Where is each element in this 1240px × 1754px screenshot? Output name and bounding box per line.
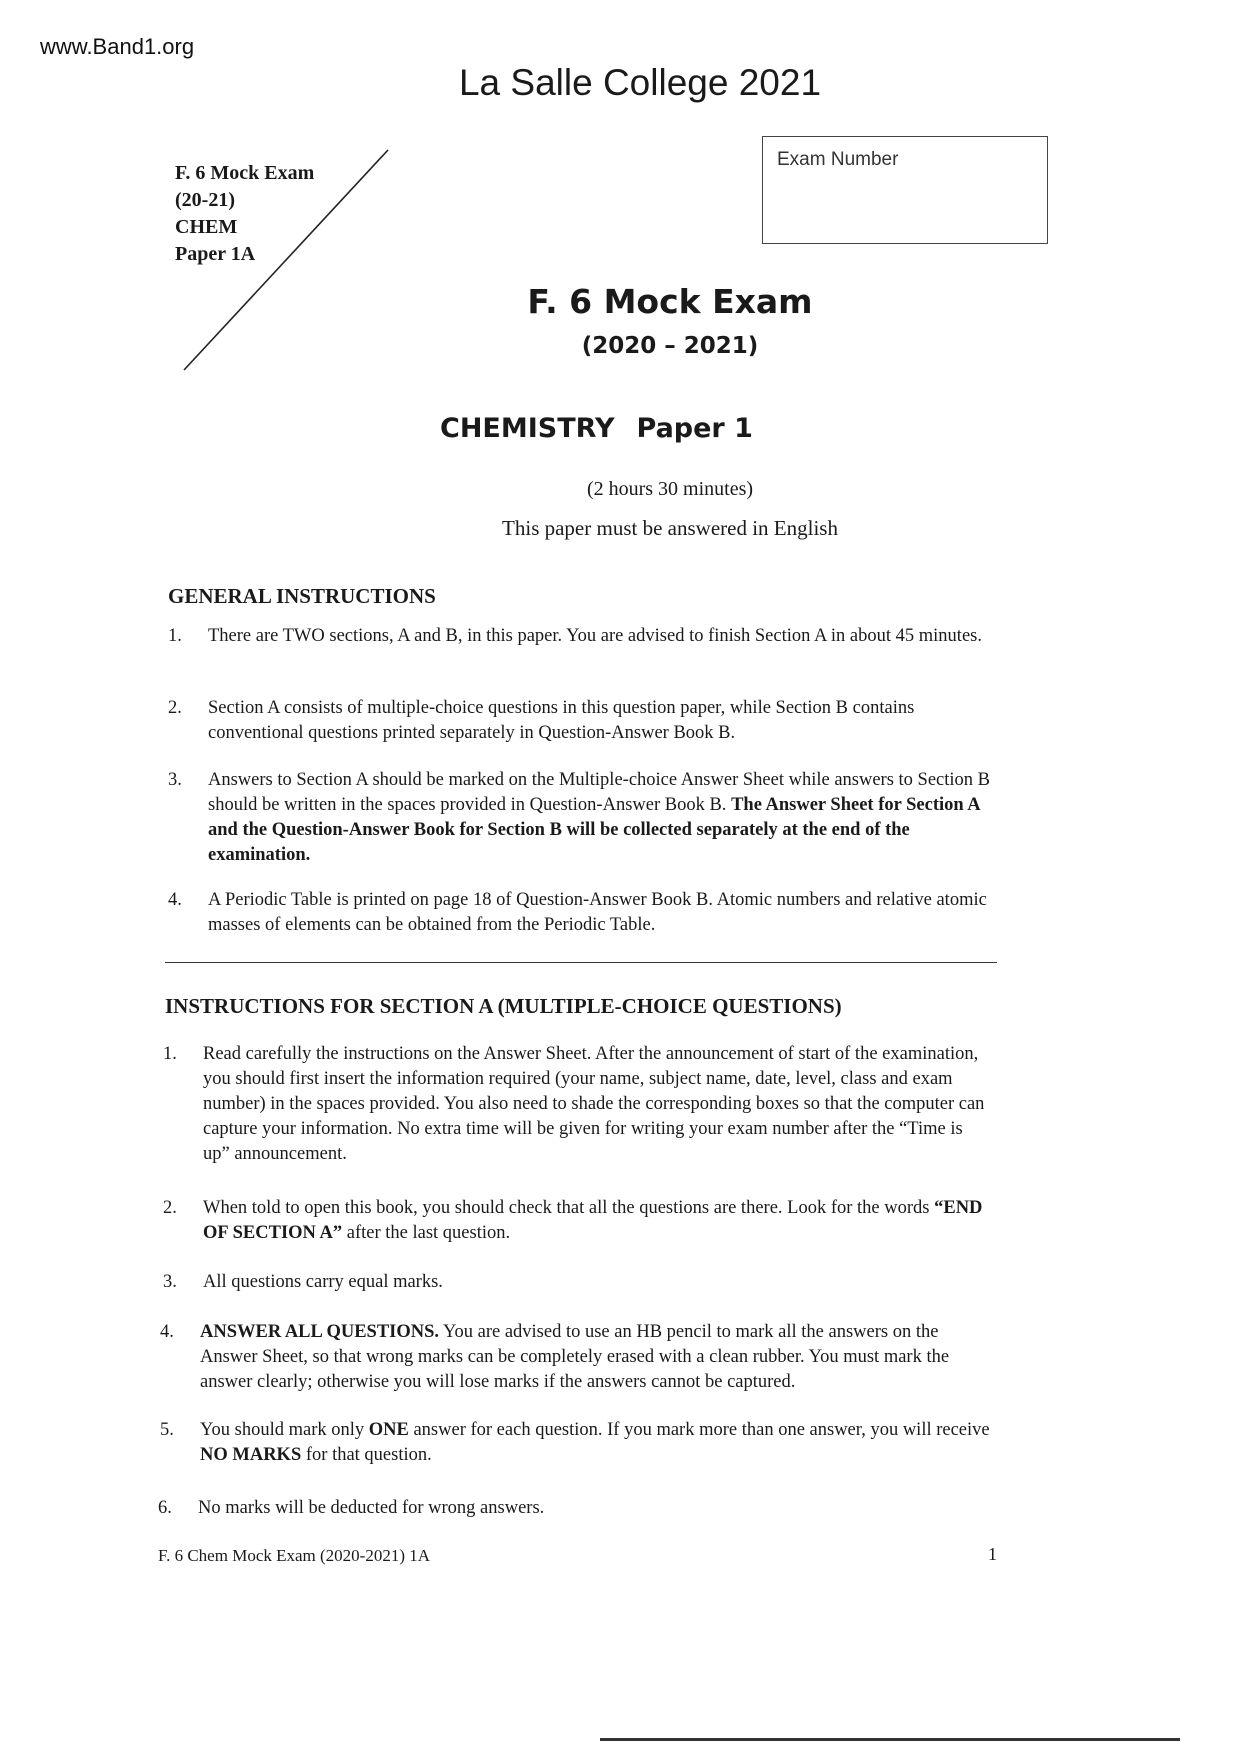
item-text: after the last question. (342, 1223, 511, 1243)
item-number: 2. (163, 1198, 177, 1218)
corner-label-line: F. 6 Mock Exam (175, 162, 315, 184)
exam-number-label: Exam Number (777, 149, 899, 170)
item-number: 4. (160, 1322, 174, 1342)
item-number: 6. (158, 1498, 172, 1518)
subject-name: CHEMISTRY (440, 413, 615, 444)
item-text: You are advised to use an HB pencil to mark all the answers on the Answer Sheet, so that wrong marks can be completely erased with a clean rubber. You must mark the answer clearly; otherwise you will lose marks if the answers cannot be captured. (200, 1322, 950, 1392)
item-text: You should mark only (200, 1420, 369, 1440)
exam-years: (2020 – 2021) (581, 333, 759, 359)
watermark-url: www.Band1.org (40, 34, 195, 59)
item-bold-text: The Answer Sheet for Section A and the Question-Answer Book for Section B will be collected separately at the end of the examination. (208, 795, 980, 865)
item-text: When told to open this book, you should check that all the questions are there. Look for the words (203, 1198, 935, 1218)
item-number: 3. (163, 1272, 177, 1292)
item-text: A Periodic Table is printed on page 18 of Question-Answer Book B. Atomic numbers and relative atomic masses of elements can be obtained from the Periodic Table. (208, 890, 987, 935)
language-note: This paper must be answered in English (502, 516, 838, 540)
item-number: 4. (168, 890, 182, 910)
corner-label-line: CHEM (175, 216, 238, 238)
subject-line (440, 413, 753, 444)
item-number: 5. (160, 1420, 174, 1440)
college-title: La Salle College 2021 (458, 62, 822, 103)
item-bold-text: NO MARKS (200, 1445, 302, 1465)
exam-number-box[interactable] (762, 136, 1048, 244)
item-text: Section A consists of multiple-choice questions in this question paper, while Section B contains conventional questions printed separately in Question-Answer Book B. (208, 698, 915, 743)
page-footer: F. 6 Chem Mock Exam (2020-2021) 1A (158, 1546, 431, 1565)
corner-label-line: (20-21) (175, 189, 235, 211)
exam-title: F. 6 Mock Exam (527, 282, 813, 321)
item-text: answer for each question. If you mark more than one answer, you will receive (408, 1420, 990, 1440)
general-instructions-heading: GENERAL INSTRUCTIONS (168, 584, 436, 608)
duration: (2 hours 30 minutes) (586, 478, 754, 500)
item-bold-text: “END OF SECTION A” (203, 1198, 983, 1243)
item-text: There are TWO sections, A and B, in this paper. You are advised to finish Section A in about 45 minutes. (208, 626, 982, 646)
paper-name: Paper 1 (636, 413, 753, 444)
item-text: Read carefully the instructions on the Answer Sheet. After the announcement of start of the examination, you should first insert the information required (your name, subject name, date, level, class and exam number) in the spaces provided. You also need to shade the corresponding boxes so that the computer can capture your information. No extra time will be given for writing your exam number after the “Time is up” announcement. (203, 1044, 985, 1164)
item-bold-text: ONE (368, 1420, 409, 1440)
scan-edge-line (600, 1738, 1180, 1741)
corner-label-line: Paper 1A (175, 243, 256, 265)
divider (165, 962, 997, 963)
item-text: Answers to Section A should be marked on the Multiple-choice Answer Sheet while answers to Section B should be written in the spaces provided in Question-Answer Book B. (208, 770, 991, 815)
page-number: 1 (988, 1544, 997, 1564)
item-number: 3. (168, 770, 182, 790)
section-a-heading: INSTRUCTIONS FOR SECTION A (MULTIPLE-CHOICE QUESTIONS) (165, 994, 842, 1018)
item-bold-text: ANSWER ALL QUESTIONS. (200, 1322, 440, 1342)
item-text: All questions carry equal marks. (203, 1272, 443, 1292)
item-number: 1. (168, 626, 182, 646)
item-text: No marks will be deducted for wrong answers. (198, 1498, 545, 1518)
item-text: for that question. (301, 1445, 432, 1465)
item-number: 2. (168, 698, 182, 718)
item-number: 1. (163, 1044, 177, 1064)
